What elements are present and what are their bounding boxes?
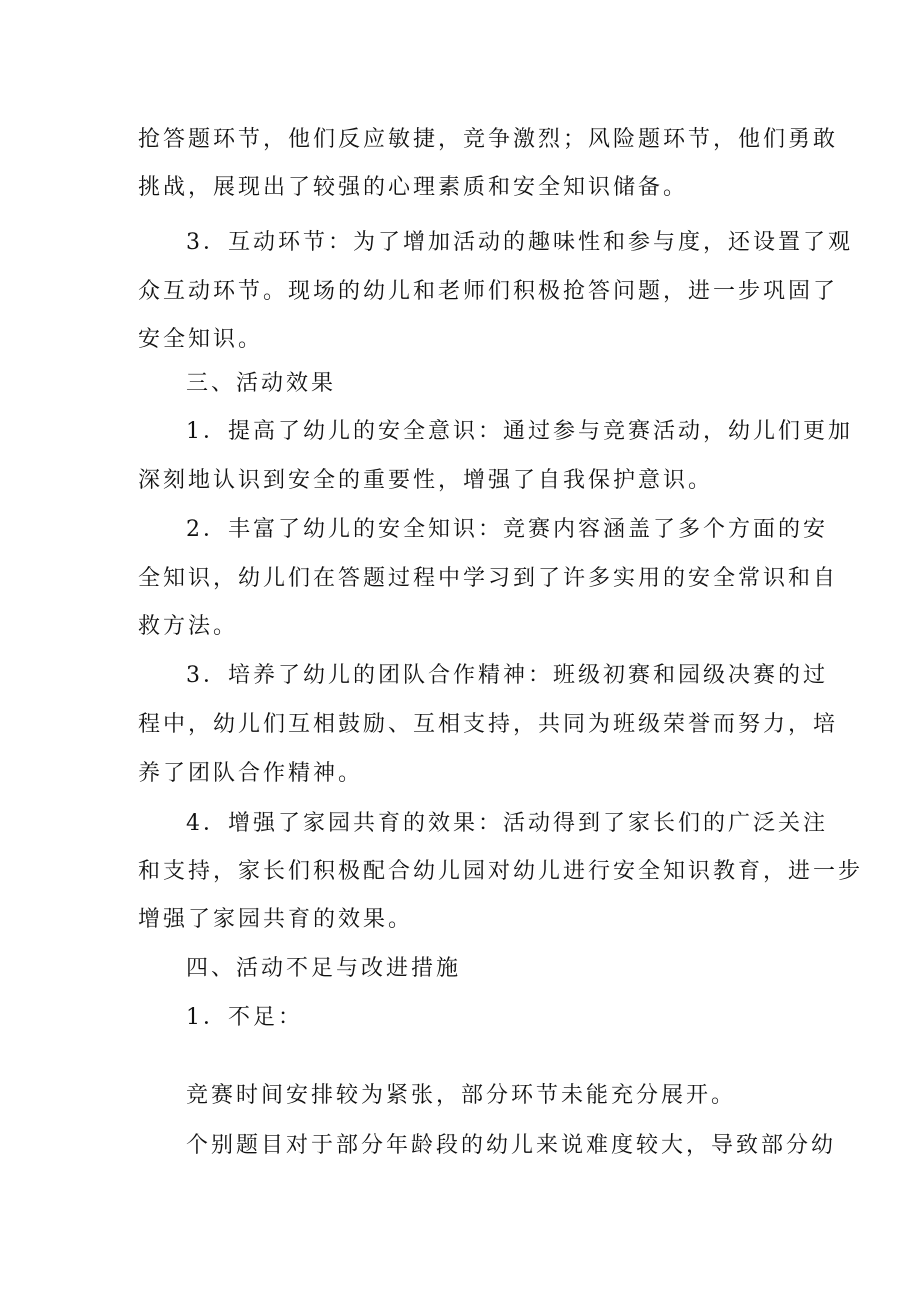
paragraph-line: 深刻地认识到安全的重要性，增强了自我保护意识。	[138, 468, 714, 493]
paragraph-line: 增强了家园共育的效果。	[138, 907, 414, 932]
paragraph-line: 众互动环节。现场的幼儿和老师们积极抢答问题，进一步巩固了	[138, 279, 839, 304]
paragraph-line: 养了团队合作精神。	[138, 761, 364, 786]
paragraph-line: 程中，幼儿们互相鼓励、互相支持，共同为班级荣誉而努力，培	[138, 712, 839, 737]
paragraph-line: 全知识，幼儿们在答题过程中学习到了许多实用的安全常识和自	[138, 566, 839, 591]
section-heading: 三、活动效果	[186, 371, 337, 396]
paragraph-line: 3．互动环节：为了增加活动的趣味性和参与度，还设置了观	[186, 230, 853, 255]
paragraph-line: 抢答题环节，他们反应敏捷，竞争激烈；风险题环节，他们勇敢	[138, 127, 839, 152]
paragraph-line: 挑战，展现出了较强的心理素质和安全知识储备。	[138, 175, 689, 200]
paragraph-line: 和支持，家长们积极配合幼儿园对幼儿进行安全知识教育，进一步	[138, 859, 864, 884]
paragraph-line: 3．培养了幼儿的团队合作精神：班级初赛和园级决赛的过	[186, 663, 828, 688]
paragraph-line: 2．丰富了幼儿的安全知识：竞赛内容涵盖了多个方面的安	[186, 517, 828, 542]
paragraph-line: 安全知识。	[138, 327, 264, 352]
subsection-heading: 1．不足：	[186, 1005, 303, 1030]
paragraph-line: 救方法。	[138, 614, 239, 639]
paragraph-line: 4．增强了家园共育的效果：活动得到了家长们的广泛关注	[186, 811, 828, 836]
paragraph-line: 个别题目对于部分年龄段的幼儿来说难度较大，导致部分幼	[186, 1133, 837, 1158]
paragraph-line: 竞赛时间安排较为紧张，部分环节未能充分展开。	[186, 1083, 737, 1108]
section-heading: 四、活动不足与改进措施	[186, 956, 462, 981]
paragraph-line: 1．提高了幼儿的安全意识：通过参与竞赛活动，幼儿们更加	[186, 419, 853, 444]
